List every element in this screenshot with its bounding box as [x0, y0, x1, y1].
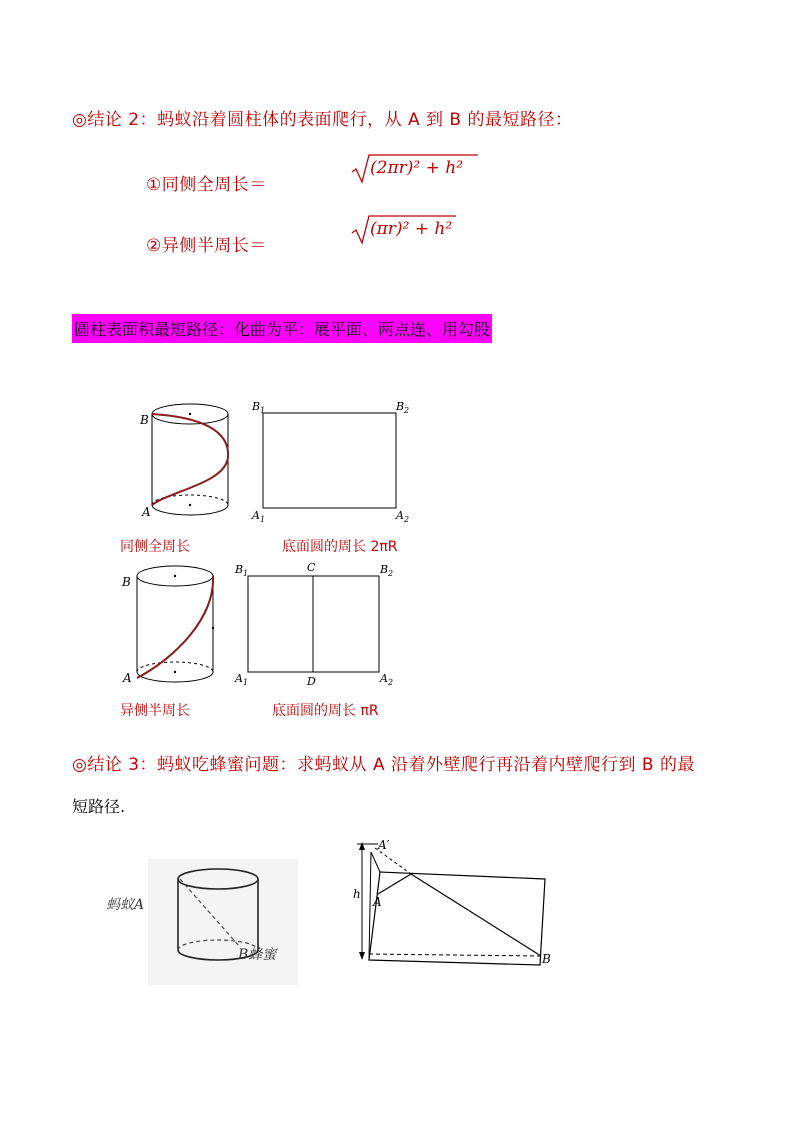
- sub-2: 2: [388, 678, 394, 687]
- sub-1: 1: [260, 406, 266, 415]
- label-A2: A: [396, 509, 404, 522]
- label-A2: A: [380, 672, 388, 685]
- label-C: C: [307, 561, 316, 574]
- label-B: B: [122, 575, 131, 589]
- conclusion-2-text: [72, 105, 572, 130]
- item-2-formula: [350, 213, 460, 253]
- label-A1: A: [252, 509, 260, 522]
- sub-1: 1: [243, 569, 249, 578]
- label-B: B: [140, 413, 149, 427]
- label-A-prime: A′: [378, 838, 390, 852]
- hand-label-honey: B蜂蜜: [238, 947, 277, 963]
- figure-1-caption-left: 同侧全周长: [120, 539, 190, 555]
- conclusion-3-line-2: 短路径.: [72, 797, 126, 816]
- figure-2-caption-left: 异侧半周长: [120, 703, 190, 719]
- sub-1: 1: [260, 515, 266, 524]
- label-A: A: [123, 671, 132, 685]
- figure-2-diagram: [115, 558, 415, 693]
- label-D: D: [307, 675, 316, 688]
- highlight-heading: 圆柱表面积最短路径：化曲为平：展平面、两点连、用勾股: [72, 314, 492, 343]
- label-B: B: [542, 952, 551, 966]
- formula-2-text: (πr)² + h²: [370, 219, 453, 239]
- conclusion-3-line-1: ◎结论 3：蚂蚁吃蜂蜜问题：求蚂蚁从 A 沿着外壁爬行再沿着内壁爬行到 B 的最: [72, 755, 695, 775]
- figure-1-caption-right: 底面圆的周长 2πR: [282, 539, 398, 555]
- figure-2-caption-right: 底面圆的周长 πR: [272, 703, 379, 719]
- label-A: A: [373, 895, 382, 909]
- label-B2: B: [396, 400, 405, 413]
- formula-1-text: (2πr)² + h²: [370, 158, 464, 178]
- sub-2: 2: [404, 406, 410, 415]
- sub-1: 1: [243, 678, 249, 687]
- figure-3-cylinder: [100, 855, 310, 990]
- figure-3-unfolded: [345, 832, 570, 977]
- item-1-label: ①同侧全周长＝: [146, 175, 267, 195]
- conclusion-2-body: 结论 2：蚂蚁沿着圆柱体的表面爬行，从 A 到 B 的最短路径：: [87, 110, 573, 130]
- hand-label-ant: 蚂蚁A: [106, 897, 145, 913]
- figure-1-diagram: [130, 395, 430, 530]
- label-A: A: [142, 505, 151, 519]
- label-B1: B: [252, 400, 261, 413]
- circle-marker-icon: ◎: [72, 110, 88, 130]
- label-B1: B: [235, 563, 244, 576]
- label-B2: B: [380, 563, 389, 576]
- item-1-formula: [350, 152, 480, 192]
- label-A1: A: [235, 672, 243, 685]
- sub-2: 2: [388, 569, 394, 578]
- label-h: h: [353, 887, 361, 901]
- item-2-label: ②异侧半周长＝: [146, 236, 267, 256]
- sub-2: 2: [404, 515, 410, 524]
